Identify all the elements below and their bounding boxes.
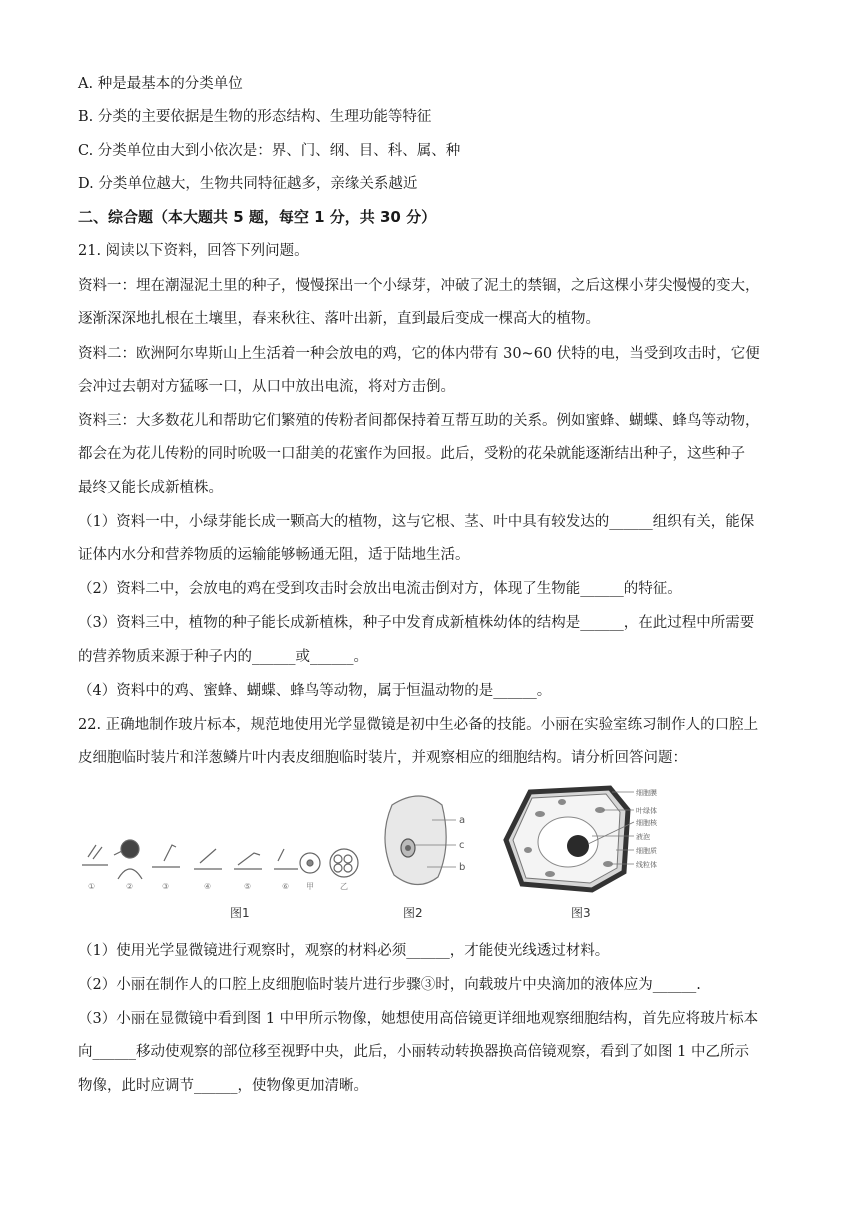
figure-3-caption: 图3 [571,906,591,920]
option-b: B. 分类的主要依据是生物的形态结构、生理功能等特征 [78,109,432,125]
fig1-step-label: ④ [204,882,212,891]
fig1-step-label: ⑤ [244,882,252,891]
q21-material-line: 逐渐深深地扎根在土壤里，春来秋往、落叶出新，直到最后变成一棵高大的植物。 [78,311,600,327]
figure-1-drawing [78,815,368,895]
q22-stem: 皮细胞临时装片和洋葱鳞片叶内表皮细胞临时装片，并观察相应的细胞结构。请分析回答问题： [78,750,687,766]
fig1-step-label: ① [88,882,96,891]
q21-stem: 21. 阅读以下资料，回答下列问题。 [78,243,309,259]
figure-1 [78,815,368,895]
fig3-label: 叶绿体 [636,807,657,815]
q21-subquestion: 的营养物质来源于种子内的______或______。 [78,649,368,665]
q22-subquestion: （3）小丽在显微镜中看到图 1 中甲所示物像，她想使用高倍镜更详细地观察细胞结构，首先应将玻片标本 [78,1011,759,1027]
q21-material-line: 都会在为花儿传粉的同时吮吸一口甜美的花蜜作为回报。此后，受粉的花朵就能逐渐结出种子，这些种子 [78,446,745,462]
q21-material-line: 最终又能长成新植株。 [78,480,223,496]
q22-subquestion: 物像，此时应调节______，使物像更加清晰。 [78,1078,368,1094]
figure-2 [372,785,482,895]
fig2-label-c: c [459,840,465,851]
option-a: A. 种是最基本的分类单位 [78,76,243,92]
q21-subquestion: （4）资料中的鸡、蜜蜂、蝴蝶、蜂鸟等动物，属于恒温动物的是______。 [78,683,552,699]
q21-subquestion: 证体内水分和营养物质的运输能够畅通无阻，适于陆地生活。 [78,547,470,563]
q21-material-line: 会冲过去朝对方猛啄一口，从口中放出电流，将对方击倒。 [78,379,455,395]
section-heading: 二、综合题（本大题共 5 题，每空 1 分，共 30 分） [78,208,437,226]
fig2-label-b: b [459,862,466,873]
option-d: D. 分类单位越大，生物共同特征越多，亲缘关系越近 [78,176,418,192]
q22-subquestion: 向______移动使观察的部位移至视野中央，此后，小丽转动转换器换高倍镜观察，看到了如图 1 中乙所示 [78,1044,749,1060]
fig1-step-label: 甲 [306,882,314,891]
q21-material-line: 资料二：欧洲阿尔卑斯山上生活着一种会放电的鸡，它的体内带有 30~60 伏特的电，当受到攻击时，它便 [78,346,760,362]
figure-2-drawing [372,785,482,895]
fig3-label: 细胞膜 [636,789,657,797]
q21-subquestion: （1）资料一中，小绿芽能长成一颗高大的植物，这与它根、茎、叶中具有较发达的______组织有关，能保 [78,514,755,530]
q21-material-line: 资料一：埋在潮湿泥土里的种子，慢慢探出一个小绿芽，冲破了泥土的禁锢，之后这棵小芽尖慢慢的变大， [78,278,760,294]
q21-subquestion: （3）资料三中，植物的种子能长成新植株，种子中发育成新植株幼体的结构是______，在此过程中所需要 [78,615,755,631]
fig1-step-label: ⑥ [282,882,290,891]
q21-material-line: 资料三：大多数花儿和帮助它们繁殖的传粉者间都保持着互帮互助的关系。例如蜜蜂、蝴蝶、蜂鸟等动物， [78,413,760,429]
q22-stem: 22. 正确地制作玻片标本，规范地使用光学显微镜是初中生必备的技能。小丽在实验室练习制作人的口腔上 [78,717,759,733]
q22-subquestion: （1）使用光学显微镜进行观察时，观察的材料必须______，才能使光线透过材料。 [78,943,610,959]
q21-subquestion: （2）资料二中，会放电的鸡在受到攻击时会放出电流击倒对方，体现了生物能______的特征。 [78,581,682,597]
fig1-step-label: ② [126,882,134,891]
fig3-label: 细胞质 [636,847,657,855]
figure-2-caption: 图2 [403,906,423,920]
option-c: C. 分类单位由大到小依次是：界、门、纲、目、科、属、种 [78,143,461,159]
figure-3-drawing [500,780,680,895]
figure-1-caption: 图1 [230,906,250,920]
fig3-label: 线粒体 [636,861,657,869]
fig3-label: 液泡 [636,833,650,841]
figure-3 [500,780,680,895]
fig3-label: 细胞核 [636,819,657,827]
fig1-step-label: 乙 [340,882,348,891]
q22-subquestion: （2）小丽在制作人的口腔上皮细胞临时装片进行步骤③时，向载玻片中央滴加的液体应为______. [78,977,701,993]
fig1-step-label: ③ [162,882,170,891]
fig2-label-a: a [459,815,466,826]
